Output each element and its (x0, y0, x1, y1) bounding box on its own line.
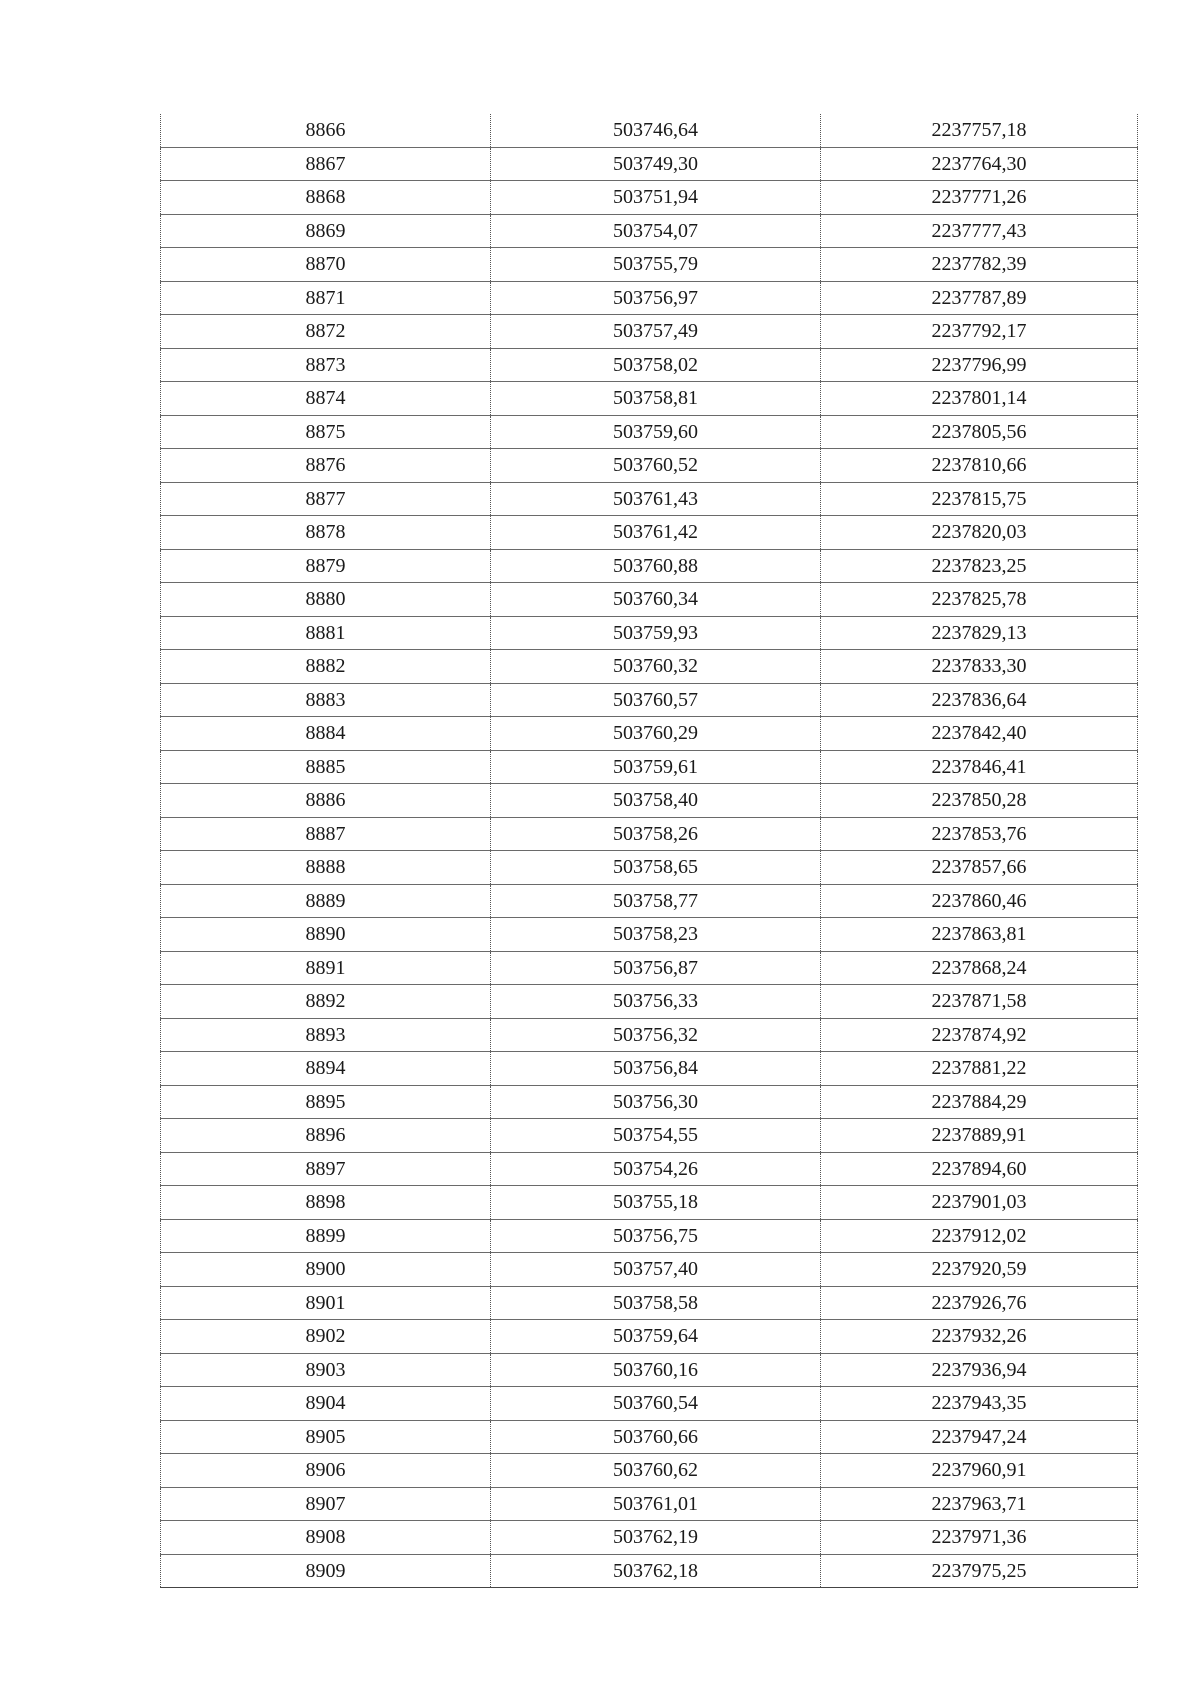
point-number-cell: 8903 (161, 1353, 491, 1387)
y-coordinate-cell: 2237850,28 (821, 784, 1138, 818)
y-coordinate-cell: 2237805,56 (821, 415, 1138, 449)
coordinates-table-body (161, 114, 1138, 1588)
table-row (161, 549, 1138, 583)
x-coordinate-cell: 503751,94 (491, 181, 821, 215)
point-number-cell: 8868 (161, 181, 491, 215)
y-coordinate-cell: 2237842,40 (821, 717, 1138, 751)
y-coordinate-cell: 2237764,30 (821, 147, 1138, 181)
x-coordinate-cell: 503756,87 (491, 951, 821, 985)
point-number-cell: 8896 (161, 1119, 491, 1153)
y-coordinate-cell: 2237801,14 (821, 382, 1138, 416)
y-coordinate-cell: 2237860,46 (821, 884, 1138, 918)
table-row (161, 1420, 1138, 1454)
y-coordinate-cell: 2237820,03 (821, 516, 1138, 550)
table-row (161, 516, 1138, 550)
y-coordinate-cell: 2237943,35 (821, 1387, 1138, 1421)
table-row (161, 717, 1138, 751)
point-number-cell: 8893 (161, 1018, 491, 1052)
y-coordinate-cell: 2237833,30 (821, 650, 1138, 684)
y-coordinate-cell: 2237815,75 (821, 482, 1138, 516)
table-row (161, 382, 1138, 416)
point-number-cell: 8904 (161, 1387, 491, 1421)
table-row (161, 415, 1138, 449)
point-number-cell: 8906 (161, 1454, 491, 1488)
x-coordinate-cell: 503757,40 (491, 1253, 821, 1287)
x-coordinate-cell: 503754,55 (491, 1119, 821, 1153)
table-row (161, 1286, 1138, 1320)
x-coordinate-cell: 503746,64 (491, 114, 821, 147)
x-coordinate-cell: 503756,30 (491, 1085, 821, 1119)
point-number-cell: 8875 (161, 415, 491, 449)
table-row (161, 1454, 1138, 1488)
point-number-cell: 8885 (161, 750, 491, 784)
table-row (161, 750, 1138, 784)
point-number-cell: 8871 (161, 281, 491, 315)
table-row (161, 181, 1138, 215)
point-number-cell: 8877 (161, 482, 491, 516)
y-coordinate-cell: 2237912,02 (821, 1219, 1138, 1253)
table-row (161, 1152, 1138, 1186)
point-number-cell: 8887 (161, 817, 491, 851)
x-coordinate-cell: 503761,42 (491, 516, 821, 550)
x-coordinate-cell: 503749,30 (491, 147, 821, 181)
x-coordinate-cell: 503762,18 (491, 1554, 821, 1588)
table-row (161, 1219, 1138, 1253)
point-number-cell: 8899 (161, 1219, 491, 1253)
table-row (161, 583, 1138, 617)
y-coordinate-cell: 2237901,03 (821, 1186, 1138, 1220)
point-number-cell: 8905 (161, 1420, 491, 1454)
x-coordinate-cell: 503758,23 (491, 918, 821, 952)
point-number-cell: 8907 (161, 1487, 491, 1521)
y-coordinate-cell: 2237975,25 (821, 1554, 1138, 1588)
table-row (161, 114, 1138, 147)
x-coordinate-cell: 503760,62 (491, 1454, 821, 1488)
point-number-cell: 8908 (161, 1521, 491, 1555)
y-coordinate-cell: 2237963,71 (821, 1487, 1138, 1521)
table-row (161, 1387, 1138, 1421)
point-number-cell: 8872 (161, 315, 491, 349)
point-number-cell: 8894 (161, 1052, 491, 1086)
x-coordinate-cell: 503760,57 (491, 683, 821, 717)
x-coordinate-cell: 503758,40 (491, 784, 821, 818)
table-row (161, 281, 1138, 315)
x-coordinate-cell: 503760,34 (491, 583, 821, 617)
table-row (161, 315, 1138, 349)
point-number-cell: 8874 (161, 382, 491, 416)
point-number-cell: 8883 (161, 683, 491, 717)
coordinates-table (160, 114, 1138, 1588)
point-number-cell: 8882 (161, 650, 491, 684)
table-row (161, 214, 1138, 248)
table-row (161, 1554, 1138, 1588)
point-number-cell: 8902 (161, 1320, 491, 1354)
y-coordinate-cell: 2237926,76 (821, 1286, 1138, 1320)
x-coordinate-cell: 503760,66 (491, 1420, 821, 1454)
x-coordinate-cell: 503760,16 (491, 1353, 821, 1387)
table-row (161, 1487, 1138, 1521)
y-coordinate-cell: 2237884,29 (821, 1085, 1138, 1119)
point-number-cell: 8901 (161, 1286, 491, 1320)
table-row (161, 884, 1138, 918)
x-coordinate-cell: 503758,02 (491, 348, 821, 382)
y-coordinate-cell: 2237792,17 (821, 315, 1138, 349)
x-coordinate-cell: 503756,33 (491, 985, 821, 1019)
x-coordinate-cell: 503761,43 (491, 482, 821, 516)
point-number-cell: 8891 (161, 951, 491, 985)
y-coordinate-cell: 2237871,58 (821, 985, 1138, 1019)
table-row (161, 918, 1138, 952)
point-number-cell: 8880 (161, 583, 491, 617)
point-number-cell: 8867 (161, 147, 491, 181)
y-coordinate-cell: 2237796,99 (821, 348, 1138, 382)
point-number-cell: 8889 (161, 884, 491, 918)
x-coordinate-cell: 503760,32 (491, 650, 821, 684)
y-coordinate-cell: 2237825,78 (821, 583, 1138, 617)
x-coordinate-cell: 503756,97 (491, 281, 821, 315)
y-coordinate-cell: 2237863,81 (821, 918, 1138, 952)
table-row (161, 851, 1138, 885)
table-row (161, 683, 1138, 717)
y-coordinate-cell: 2237782,39 (821, 248, 1138, 282)
x-coordinate-cell: 503756,75 (491, 1219, 821, 1253)
point-number-cell: 8895 (161, 1085, 491, 1119)
x-coordinate-cell: 503756,32 (491, 1018, 821, 1052)
table-row (161, 1052, 1138, 1086)
table-row (161, 147, 1138, 181)
x-coordinate-cell: 503760,54 (491, 1387, 821, 1421)
table-row (161, 1018, 1138, 1052)
x-coordinate-cell: 503754,26 (491, 1152, 821, 1186)
y-coordinate-cell: 2237836,64 (821, 683, 1138, 717)
x-coordinate-cell: 503762,19 (491, 1521, 821, 1555)
x-coordinate-cell: 503755,18 (491, 1186, 821, 1220)
y-coordinate-cell: 2237771,26 (821, 181, 1138, 215)
y-coordinate-cell: 2237757,18 (821, 114, 1138, 147)
y-coordinate-cell: 2237777,43 (821, 214, 1138, 248)
y-coordinate-cell: 2237846,41 (821, 750, 1138, 784)
y-coordinate-cell: 2237857,66 (821, 851, 1138, 885)
point-number-cell: 8878 (161, 516, 491, 550)
table-row (161, 348, 1138, 382)
x-coordinate-cell: 503758,77 (491, 884, 821, 918)
x-coordinate-cell: 503754,07 (491, 214, 821, 248)
x-coordinate-cell: 503757,49 (491, 315, 821, 349)
point-number-cell: 8879 (161, 549, 491, 583)
point-number-cell: 8873 (161, 348, 491, 382)
y-coordinate-cell: 2237823,25 (821, 549, 1138, 583)
point-number-cell: 8876 (161, 449, 491, 483)
x-coordinate-cell: 503760,52 (491, 449, 821, 483)
table-row (161, 650, 1138, 684)
x-coordinate-cell: 503756,84 (491, 1052, 821, 1086)
y-coordinate-cell: 2237936,94 (821, 1353, 1138, 1387)
table-row (161, 616, 1138, 650)
y-coordinate-cell: 2237932,26 (821, 1320, 1138, 1354)
x-coordinate-cell: 503760,29 (491, 717, 821, 751)
table-row (161, 985, 1138, 1019)
y-coordinate-cell: 2237874,92 (821, 1018, 1138, 1052)
table-row (161, 817, 1138, 851)
point-number-cell: 8869 (161, 214, 491, 248)
x-coordinate-cell: 503755,79 (491, 248, 821, 282)
y-coordinate-cell: 2237960,91 (821, 1454, 1138, 1488)
point-number-cell: 8881 (161, 616, 491, 650)
table-row (161, 1320, 1138, 1354)
table-row (161, 784, 1138, 818)
x-coordinate-cell: 503759,93 (491, 616, 821, 650)
y-coordinate-cell: 2237853,76 (821, 817, 1138, 851)
point-number-cell: 8900 (161, 1253, 491, 1287)
table-row (161, 482, 1138, 516)
y-coordinate-cell: 2237868,24 (821, 951, 1138, 985)
table-row (161, 1085, 1138, 1119)
y-coordinate-cell: 2237889,91 (821, 1119, 1138, 1153)
y-coordinate-cell: 2237829,13 (821, 616, 1138, 650)
x-coordinate-cell: 503759,61 (491, 750, 821, 784)
y-coordinate-cell: 2237947,24 (821, 1420, 1138, 1454)
point-number-cell: 8897 (161, 1152, 491, 1186)
point-number-cell: 8870 (161, 248, 491, 282)
x-coordinate-cell: 503758,58 (491, 1286, 821, 1320)
point-number-cell: 8884 (161, 717, 491, 751)
y-coordinate-cell: 2237787,89 (821, 281, 1138, 315)
table-row (161, 1353, 1138, 1387)
point-number-cell: 8888 (161, 851, 491, 885)
table-row (161, 1253, 1138, 1287)
y-coordinate-cell: 2237920,59 (821, 1253, 1138, 1287)
x-coordinate-cell: 503759,64 (491, 1320, 821, 1354)
x-coordinate-cell: 503761,01 (491, 1487, 821, 1521)
y-coordinate-cell: 2237894,60 (821, 1152, 1138, 1186)
point-number-cell: 8866 (161, 114, 491, 147)
table-row (161, 1186, 1138, 1220)
point-number-cell: 8890 (161, 918, 491, 952)
table-row (161, 1119, 1138, 1153)
x-coordinate-cell: 503760,88 (491, 549, 821, 583)
table-row (161, 449, 1138, 483)
table-row (161, 1521, 1138, 1555)
point-number-cell: 8909 (161, 1554, 491, 1588)
point-number-cell: 8886 (161, 784, 491, 818)
x-coordinate-cell: 503758,26 (491, 817, 821, 851)
y-coordinate-cell: 2237881,22 (821, 1052, 1138, 1086)
point-number-cell: 8898 (161, 1186, 491, 1220)
y-coordinate-cell: 2237810,66 (821, 449, 1138, 483)
x-coordinate-cell: 503759,60 (491, 415, 821, 449)
y-coordinate-cell: 2237971,36 (821, 1521, 1138, 1555)
table-row (161, 248, 1138, 282)
table-row (161, 951, 1138, 985)
x-coordinate-cell: 503758,81 (491, 382, 821, 416)
x-coordinate-cell: 503758,65 (491, 851, 821, 885)
point-number-cell: 8892 (161, 985, 491, 1019)
